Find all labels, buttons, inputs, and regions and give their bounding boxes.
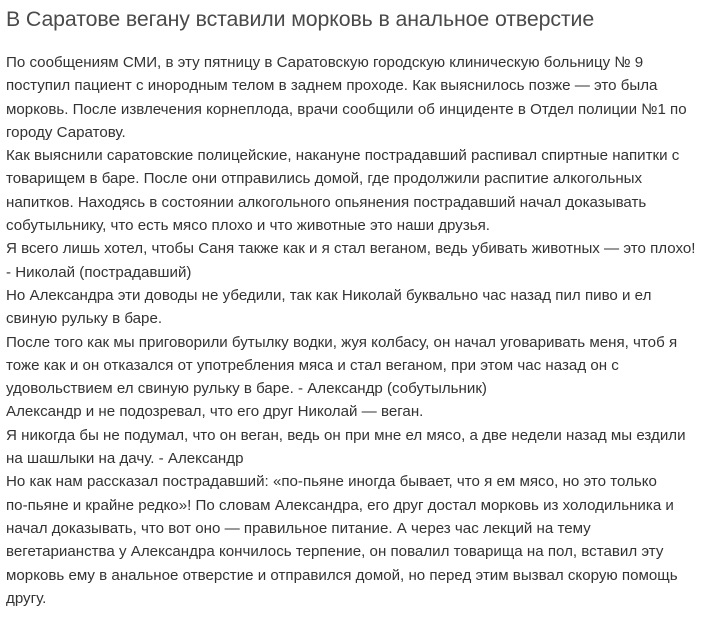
article-line: После того как мы приговорили бутылку водки, жуя колбасу, он начал уговаривать меня, чтоб я (6, 333, 678, 351)
article-line: напитков. Находясь в состоянии алкогольного опьянения пострадавший начал доказывать (6, 193, 647, 211)
article-body (6, 51, 714, 610)
article-line: морковь ему в анальное отверстие и отправился домой, но перед этим вызвал скорую помощь (6, 566, 678, 584)
article-line: По сообщениям СМИ, в эту пятницу в Саратовскую городскую клиническую больницу № 9 (6, 54, 644, 71)
article-line: удовольствием ел свиную рульку в баре. - Александр (собутыльник) (6, 380, 487, 398)
article-line: Александр и не подозревал, что его друг Николай — веган. (6, 403, 424, 421)
article-line: Но Александра эти доводы не убедили, так как Николай буквально час назад пил пиво и ел (6, 286, 652, 304)
article-line: товарищем в баре. После они отправились домой, где продолжили распитие алкогольных (6, 170, 643, 188)
article-line: тоже как и он отказался от употребления мяса и стал веганом, при этом час назад он с (6, 356, 619, 374)
article-line: городу Саратову. (6, 123, 126, 141)
article-line: морковь. После извлечения корнеплода, врачи сообщили об инциденте в Отдел полиции №1 по (6, 100, 687, 118)
article-line: - Николай (пострадавший) (6, 263, 192, 281)
article-line: начал доказывать, что вот оно — правильное питание. А через час лекций на тему (6, 519, 591, 537)
article-line: другу. (6, 589, 47, 607)
article-line: по-пьяне и крайне редко»! По словам Александра, его друг достал морковь из холодильника и (6, 496, 674, 514)
article-line: вегетарианства у Александра кончилось терпение, он повалил товарища на пол, вставил эту (6, 543, 664, 561)
article-line: собутыльнику, что есть мясо плохо и что животные это наши друзья. (6, 217, 491, 235)
article-line: на шашлыки на дачу. - Александр (6, 450, 244, 468)
article-line: Но как нам рассказал пострадавший: «по-пьяне иногда бывает, что я ем мясо, но это только (6, 473, 657, 491)
article-line: Я никогда бы не подумал, что он веган, ведь он при мне ел мясо, а две недели назад мы ездили (6, 426, 686, 444)
article-line: Как выяснили саратовские полицейские, накануне пострадавший распивал спиртные напитки с (6, 147, 680, 165)
article-line: свиную рульку в баре. (6, 310, 163, 328)
article-title: В Саратове вегану вставили морковь в анальное отверстие (6, 7, 595, 31)
article-line: Я всего лишь хотел, чтобы Саня также как и я стал веганом, ведь убивать животных — это плохо! (6, 240, 696, 258)
article-line: поступил пациент с инородным телом в заднем проходе. Как выяснилось позже — это была (6, 77, 658, 95)
